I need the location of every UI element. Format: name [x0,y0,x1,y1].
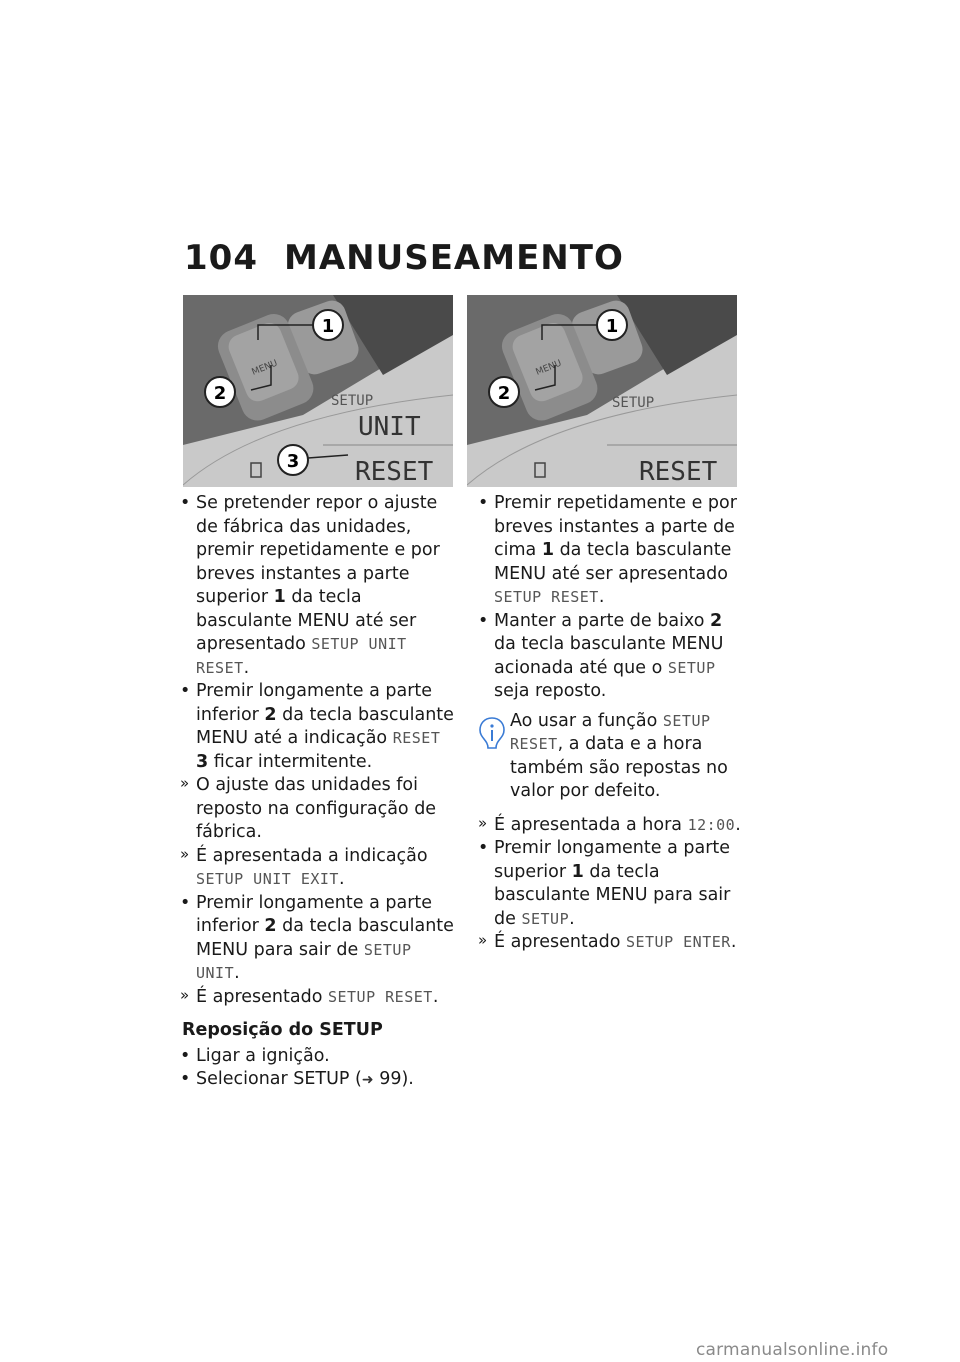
result-item: » É apresentado SETUP RESET. [170,986,455,1010]
figure-setup-reset [467,295,737,487]
section-subheading: Reposição do SETUP [182,1020,383,1040]
info-note-text: Ao usar a função SETUP RESET, a data e a hora também são repostas no valor por defeito. [510,710,728,801]
callout-3: 3 [286,451,300,472]
display-line-2: UNIT [358,412,421,442]
info-icon [478,716,506,750]
display-line-2: RESET [639,457,718,487]
figure-setup-unit-reset [183,295,453,487]
list-item: • Premir longamente a parte inferior 2 da tecla basculante MENU até a indicação RESET 3 ficar intermitente. [170,680,455,774]
list-item: • Premir repetidamente e por breves instantes a parte de cima 1 da tecla basculante MENU até ser apresentado SETUP RESET. [468,492,743,610]
result-item: » O ajuste das unidades foi reposto na configuração de fábrica. [170,774,455,845]
left-column [170,492,455,1093]
callout-1: 1 [321,316,335,337]
display-line-1: SETUP [612,395,655,411]
list-item: • Premir longamente a parte superior 1 da tecla basculante MENU para sair de SETUP. [468,837,743,931]
list-item: • Premir longamente a parte inferior 2 da tecla basculante MENU para sair de SETUP UNIT. [170,892,455,986]
menu-button-label: MENU [534,358,564,378]
display-line-1: SETUP [331,393,374,409]
figure-illustration [183,295,453,487]
list-item: • Selecionar SETUP (➜ 99). [170,1068,455,1093]
info-note [468,710,743,804]
list-item: • Se pretender repor o ajuste de fábrica das unidades, premir repetidamente e por breves instantes a parte superior 1 da tecla basculante MENU até ser apresentado SETUP UNIT RESET. [170,492,455,680]
result-item: » É apresentada a indicação SETUP UNIT EXIT. [170,845,455,892]
callout-1: 1 [605,316,619,337]
list-item: • Manter a parte de baixo 2 da tecla basculante MENU acionada até que o SETUP seja reposto. [468,610,743,704]
page-title: MANUSEAMENTO [284,238,624,278]
page-number: 104 [184,238,258,278]
figure-illustration [467,295,737,487]
callout-2: 2 [497,383,511,404]
watermark-footer: carmanualsonline.info [696,1340,889,1360]
callout-2: 2 [213,383,227,404]
result-item: » É apresentado SETUP ENTER. [468,931,743,955]
right-column [468,492,743,955]
page-header [184,238,624,278]
menu-button-label: MENU [250,358,280,378]
display-line-3: RESET [355,457,434,487]
result-item: » É apresentada a hora 12:00. [468,814,743,838]
list-item: • Ligar a ignição. [170,1045,455,1069]
arrow-right-icon: ➜ [361,1072,374,1088]
